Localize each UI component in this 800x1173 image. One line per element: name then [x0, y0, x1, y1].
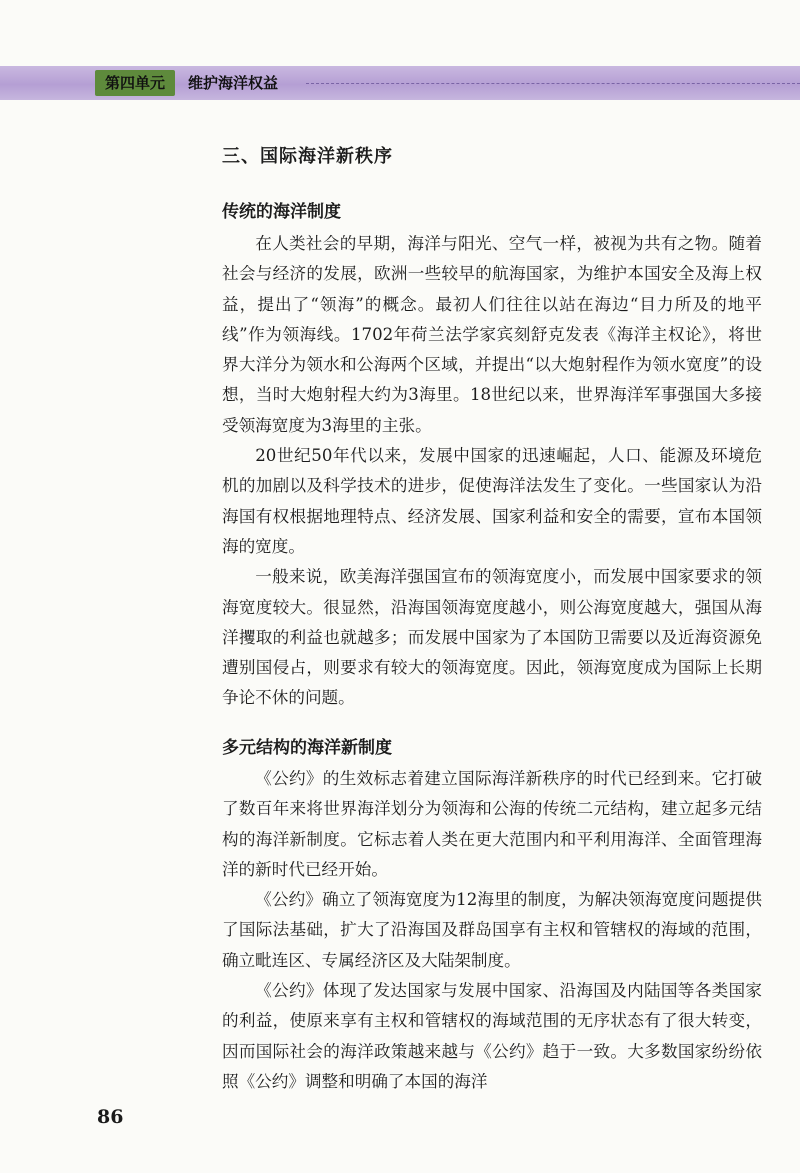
subheading-new-system: 多元结构的海洋新制度 — [222, 738, 392, 758]
paragraph: 一般来说，欧美海洋强国宣布的领海宽度小，而发展中国家要求的领海宽度较大。很显然，沿海国领海宽度越小，则公海宽度越大，强国从海洋攫取的利益也就越多；而发展中国家为了本国防卫需要以及近海资源免遭别国侵占，则要求有较大的领海宽度。因此，领海宽度成为国际上长期争论不休的问题。 — [222, 567, 762, 708]
unit-title: 维护海洋权益 — [188, 74, 279, 92]
paragraph: 《公约》的生效标志着建立国际海洋新秩序的时代已经到来。它打破了数百年来将世界海洋划分为领海和公海的传统二元结构，建立起多元结构的海洋新制度。它标志着人类在更大范围内和平利用海洋、全面管理海洋的新时代已经开始。 — [222, 769, 762, 879]
section-new-system-body — [222, 764, 762, 1097]
paragraph: 在人类社会的早期，海洋与阳光、空气一样，被视为共有之物。随着社会与经济的发展，欧洲一些较早的航海国家，为维护本国安全及海上权益，提出了“领海”的概念。最初人们往往以站在海边“目力所及的地平线”作为领海线。1702年荷兰法学家宾刻舒克发表《海洋主权论》，将世界大洋分为领水和公海两个区域，并提出“以大炮射程作为领水宽度”的设想，当时大炮射程大约为3海里。18世纪以来，世界海洋军事强国大多接受领海宽度为3海里的主张。 — [222, 234, 762, 435]
paragraph: 《公约》确立了领海宽度为12海里的制度，为解决领海宽度问题提供了国际法基础，扩大了沿海国及群岛国享有主权和管辖权的海域的范围，确立毗连区、专属经济区及大陆架制度。 — [222, 890, 762, 970]
page-number: 86 — [97, 1106, 124, 1128]
section-traditional-body — [222, 229, 762, 714]
unit-label: 第四单元 — [95, 70, 175, 96]
paragraph: 《公约》体现了发达国家与发展中国家、沿海国及内陆国等各类国家的利益，使原来享有主权和管辖权的海域范围的无序状态有了很大转变，因而国际社会的海洋政策越来越与《公约》趋于一致。大多数国家纷纷依照《公约》调整和明确了本国的海洋 — [222, 981, 762, 1091]
section-title: 三、国际海洋新秩序 — [222, 146, 393, 167]
header-divider — [306, 83, 800, 84]
paragraph: 20世纪50年代以来，发展中国家的迅速崛起，人口、能源及环境危机的加剧以及科学技术的进步，促使海洋法发生了变化。一些国家认为沿海国有权根据地理特点、经济发展、国家利益和安全的需要，宣布本国领海的宽度。 — [222, 446, 762, 556]
subheading-traditional: 传统的海洋制度 — [222, 202, 341, 222]
